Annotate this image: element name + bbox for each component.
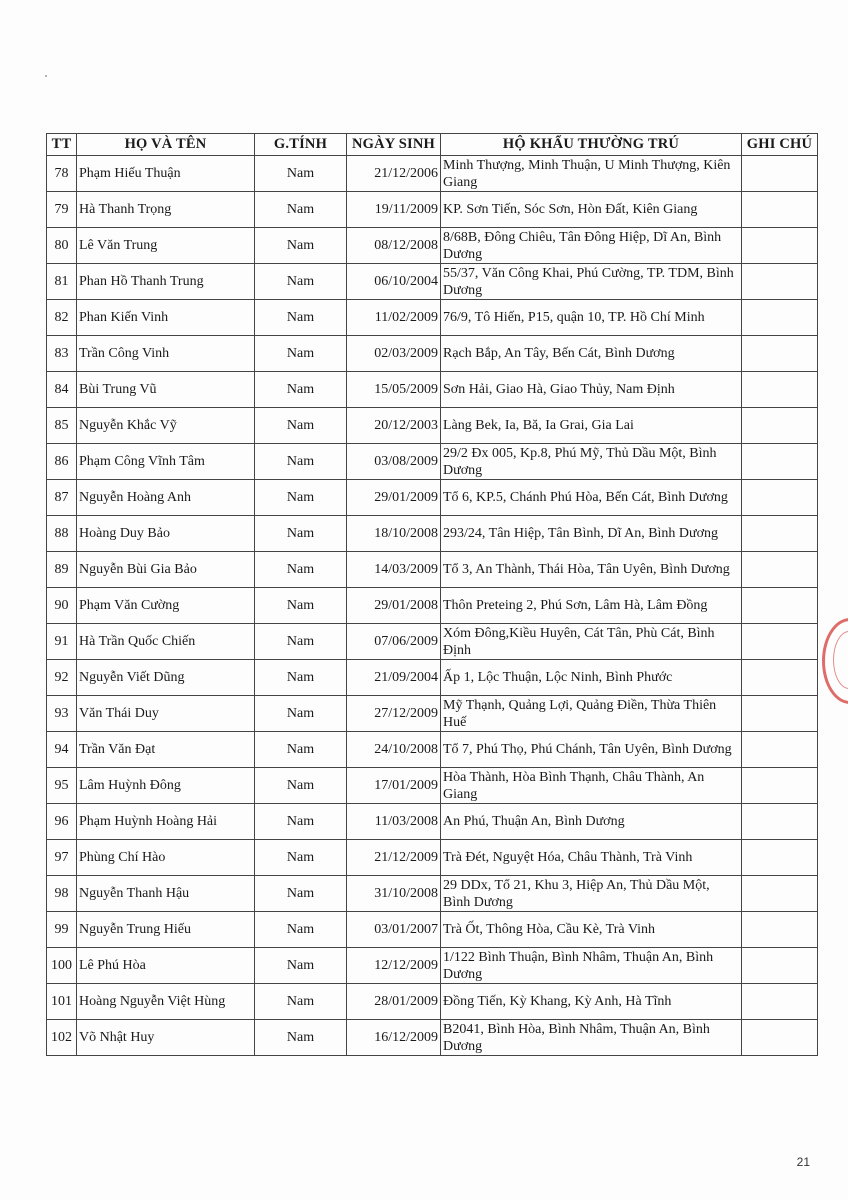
table-body xyxy=(47,156,818,1056)
table-row xyxy=(47,768,818,804)
cell-note xyxy=(742,660,818,696)
cell-note xyxy=(742,156,818,192)
cell-address: KP. Sơn Tiến, Sóc Sơn, Hòn Đất, Kiên Giang xyxy=(441,192,742,228)
cell-tt: 84 xyxy=(47,372,77,408)
cell-dob: 21/12/2006 xyxy=(347,156,441,192)
cell-address: Trà Ốt, Thông Hòa, Cầu Kè, Trà Vinh xyxy=(441,912,742,948)
cell-tt: 89 xyxy=(47,552,77,588)
cell-tt: 101 xyxy=(47,984,77,1020)
cell-note xyxy=(742,444,818,480)
cell-name: Hoàng Nguyễn Việt Hùng xyxy=(77,984,255,1020)
cell-note xyxy=(742,912,818,948)
cell-note xyxy=(742,588,818,624)
header-address: HỘ KHẨU THƯỜNG TRÚ xyxy=(441,134,742,156)
cell-address: 76/9, Tô Hiến, P15, quận 10, TP. Hồ Chí Minh xyxy=(441,300,742,336)
cell-note xyxy=(742,768,818,804)
red-seal-stamp xyxy=(822,618,848,704)
table-row xyxy=(47,588,818,624)
cell-tt: 92 xyxy=(47,660,77,696)
cell-note xyxy=(742,552,818,588)
cell-tt: 82 xyxy=(47,300,77,336)
cell-dob: 08/12/2008 xyxy=(347,228,441,264)
cell-note xyxy=(742,876,818,912)
cell-dob: 21/09/2004 xyxy=(347,660,441,696)
cell-address: Hòa Thành, Hòa Bình Thạnh, Châu Thành, An Giang xyxy=(441,768,742,804)
cell-sex: Nam xyxy=(255,912,347,948)
cell-sex: Nam xyxy=(255,768,347,804)
cell-sex: Nam xyxy=(255,732,347,768)
cell-note xyxy=(742,408,818,444)
table-row xyxy=(47,552,818,588)
cell-dob: 03/08/2009 xyxy=(347,444,441,480)
cell-tt: 78 xyxy=(47,156,77,192)
cell-note xyxy=(742,228,818,264)
cell-dob: 21/12/2009 xyxy=(347,840,441,876)
header-note: GHI CHÚ xyxy=(742,134,818,156)
cell-tt: 81 xyxy=(47,264,77,300)
cell-dob: 12/12/2009 xyxy=(347,948,441,984)
cell-dob: 24/10/2008 xyxy=(347,732,441,768)
header-sex: G.TÍNH xyxy=(255,134,347,156)
cell-sex: Nam xyxy=(255,372,347,408)
cell-address: Thôn Preteing 2, Phú Sơn, Lâm Hà, Lâm Đồng xyxy=(441,588,742,624)
cell-address: 293/24, Tân Hiệp, Tân Bình, Dĩ An, Bình Dương xyxy=(441,516,742,552)
cell-dob: 16/12/2009 xyxy=(347,1020,441,1056)
student-roster-table xyxy=(46,133,818,1056)
cell-note xyxy=(742,300,818,336)
page-number: 21 xyxy=(796,1155,810,1169)
cell-name: Trần Công Vinh xyxy=(77,336,255,372)
cell-dob: 27/12/2009 xyxy=(347,696,441,732)
cell-tt: 90 xyxy=(47,588,77,624)
cell-note xyxy=(742,336,818,372)
cell-sex: Nam xyxy=(255,840,347,876)
cell-address: 8/68B, Đông Chiêu, Tân Đông Hiệp, Dĩ An, Bình Dương xyxy=(441,228,742,264)
cell-name: Hoàng Duy Bảo xyxy=(77,516,255,552)
cell-tt: 97 xyxy=(47,840,77,876)
cell-tt: 93 xyxy=(47,696,77,732)
header-row xyxy=(47,134,818,156)
table-row xyxy=(47,156,818,192)
table-row xyxy=(47,336,818,372)
table-row xyxy=(47,840,818,876)
cell-tt: 87 xyxy=(47,480,77,516)
cell-address: 29 DDx, Tổ 21, Khu 3, Hiệp An, Thủ Dầu Một, Bình Dương xyxy=(441,876,742,912)
cell-name: Nguyễn Hoàng Anh xyxy=(77,480,255,516)
cell-name: Nguyễn Khắc Vỹ xyxy=(77,408,255,444)
cell-address: Làng Bek, Ia, Bă, Ia Grai, Gia Lai xyxy=(441,408,742,444)
cell-sex: Nam xyxy=(255,336,347,372)
cell-dob: 14/03/2009 xyxy=(347,552,441,588)
table-row xyxy=(47,516,818,552)
table-row xyxy=(47,624,818,660)
cell-address: 29/2 Đx 005, Kp.8, Phú Mỹ, Thủ Dầu Một, Bình Dương xyxy=(441,444,742,480)
table-row xyxy=(47,264,818,300)
cell-name: Nguyễn Trung Hiếu xyxy=(77,912,255,948)
cell-sex: Nam xyxy=(255,804,347,840)
cell-address: Đồng Tiến, Kỳ Khang, Kỳ Anh, Hà Tĩnh xyxy=(441,984,742,1020)
table-row xyxy=(47,408,818,444)
table-row xyxy=(47,876,818,912)
cell-address: B2041, Bình Hòa, Bình Nhâm, Thuận An, Bình Dương xyxy=(441,1020,742,1056)
table-row xyxy=(47,948,818,984)
cell-tt: 102 xyxy=(47,1020,77,1056)
cell-name: Hà Trần Quốc Chiến xyxy=(77,624,255,660)
cell-tt: 83 xyxy=(47,336,77,372)
header-tt: TT xyxy=(47,134,77,156)
cell-address: Sơn Hải, Giao Hà, Giao Thủy, Nam Định xyxy=(441,372,742,408)
table-row xyxy=(47,984,818,1020)
table-row xyxy=(47,912,818,948)
cell-address: Trà Đét, Nguyệt Hóa, Châu Thành, Trà Vinh xyxy=(441,840,742,876)
cell-tt: 91 xyxy=(47,624,77,660)
cell-tt: 94 xyxy=(47,732,77,768)
cell-sex: Nam xyxy=(255,696,347,732)
cell-sex: Nam xyxy=(255,480,347,516)
cell-dob: 07/06/2009 xyxy=(347,624,441,660)
cell-name: Nguyễn Thanh Hậu xyxy=(77,876,255,912)
cell-note xyxy=(742,192,818,228)
cell-sex: Nam xyxy=(255,408,347,444)
cell-name: Văn Thái Duy xyxy=(77,696,255,732)
cell-address: An Phú, Thuận An, Bình Dương xyxy=(441,804,742,840)
cell-name: Nguyễn Viết Dũng xyxy=(77,660,255,696)
table-row xyxy=(47,480,818,516)
cell-name: Phan Kiến Vinh xyxy=(77,300,255,336)
cell-name: Nguyễn Bùi Gia Bảo xyxy=(77,552,255,588)
table-row xyxy=(47,660,818,696)
cell-tt: 79 xyxy=(47,192,77,228)
cell-note xyxy=(742,840,818,876)
cell-tt: 88 xyxy=(47,516,77,552)
cell-dob: 11/02/2009 xyxy=(347,300,441,336)
cell-dob: 31/10/2008 xyxy=(347,876,441,912)
cell-note xyxy=(742,696,818,732)
cell-sex: Nam xyxy=(255,984,347,1020)
cell-note xyxy=(742,1020,818,1056)
cell-name: Trần Văn Đạt xyxy=(77,732,255,768)
cell-sex: Nam xyxy=(255,516,347,552)
cell-tt: 99 xyxy=(47,912,77,948)
cell-name: Phùng Chí Hào xyxy=(77,840,255,876)
table-row xyxy=(47,192,818,228)
table-header xyxy=(47,134,818,156)
cell-note xyxy=(742,984,818,1020)
cell-dob: 29/01/2009 xyxy=(347,480,441,516)
cell-sex: Nam xyxy=(255,300,347,336)
cell-sex: Nam xyxy=(255,948,347,984)
table-row xyxy=(47,804,818,840)
cell-dob: 15/05/2009 xyxy=(347,372,441,408)
cell-address: Ấp 1, Lộc Thuận, Lộc Ninh, Bình Phước xyxy=(441,660,742,696)
cell-sex: Nam xyxy=(255,876,347,912)
cell-sex: Nam xyxy=(255,1020,347,1056)
cell-sex: Nam xyxy=(255,156,347,192)
cell-address: Xóm Đông,Kiều Huyên, Cát Tân, Phù Cát, Bình Định xyxy=(441,624,742,660)
cell-dob: 06/10/2004 xyxy=(347,264,441,300)
cell-note xyxy=(742,372,818,408)
cell-address: Tổ 6, KP.5, Chánh Phú Hòa, Bến Cát, Bình Dương xyxy=(441,480,742,516)
cell-address: Rạch Bắp, An Tây, Bến Cát, Bình Dương xyxy=(441,336,742,372)
cell-note xyxy=(742,264,818,300)
header-name: HỌ VÀ TÊN xyxy=(77,134,255,156)
cell-note xyxy=(742,804,818,840)
cell-dob: 11/03/2008 xyxy=(347,804,441,840)
cell-name: Bùi Trung Vũ xyxy=(77,372,255,408)
cell-name: Phạm Huỳnh Hoàng Hải xyxy=(77,804,255,840)
cell-name: Hà Thanh Trọng xyxy=(77,192,255,228)
cell-dob: 03/01/2007 xyxy=(347,912,441,948)
cell-tt: 96 xyxy=(47,804,77,840)
cell-tt: 80 xyxy=(47,228,77,264)
cell-sex: Nam xyxy=(255,660,347,696)
cell-tt: 100 xyxy=(47,948,77,984)
cell-note xyxy=(742,732,818,768)
table-row xyxy=(47,732,818,768)
cell-sex: Nam xyxy=(255,192,347,228)
cell-name: Phạm Hiếu Thuận xyxy=(77,156,255,192)
cell-name: Lâm Huỳnh Đông xyxy=(77,768,255,804)
cell-dob: 20/12/2003 xyxy=(347,408,441,444)
cell-dob: 28/01/2009 xyxy=(347,984,441,1020)
header-dob: NGÀY SINH xyxy=(347,134,441,156)
cell-name: Lê Phú Hòa xyxy=(77,948,255,984)
cell-dob: 19/11/2009 xyxy=(347,192,441,228)
cell-note xyxy=(742,480,818,516)
table-row xyxy=(47,444,818,480)
cell-note xyxy=(742,948,818,984)
cell-name: Phan Hồ Thanh Trung xyxy=(77,264,255,300)
cell-name: Lê Văn Trung xyxy=(77,228,255,264)
table-row xyxy=(47,1020,818,1056)
cell-dob: 29/01/2008 xyxy=(347,588,441,624)
cell-tt: 85 xyxy=(47,408,77,444)
scan-speck xyxy=(45,75,47,77)
cell-sex: Nam xyxy=(255,552,347,588)
cell-address: Tổ 7, Phú Thọ, Phú Chánh, Tân Uyên, Bình Dương xyxy=(441,732,742,768)
cell-sex: Nam xyxy=(255,228,347,264)
cell-dob: 02/03/2009 xyxy=(347,336,441,372)
cell-sex: Nam xyxy=(255,444,347,480)
cell-tt: 95 xyxy=(47,768,77,804)
cell-dob: 18/10/2008 xyxy=(347,516,441,552)
cell-name: Phạm Công Vĩnh Tâm xyxy=(77,444,255,480)
cell-address: Mỹ Thạnh, Quảng Lợi, Quảng Điền, Thừa Thiên Huế xyxy=(441,696,742,732)
table-row xyxy=(47,372,818,408)
cell-address: 1/122 Bình Thuận, Bình Nhâm, Thuận An, Bình Dương xyxy=(441,948,742,984)
cell-note xyxy=(742,516,818,552)
cell-name: Phạm Văn Cường xyxy=(77,588,255,624)
table-row xyxy=(47,696,818,732)
cell-address: Minh Thượng, Minh Thuận, U Minh Thượng, Kiên Giang xyxy=(441,156,742,192)
cell-name: Võ Nhật Huy xyxy=(77,1020,255,1056)
cell-sex: Nam xyxy=(255,264,347,300)
cell-sex: Nam xyxy=(255,588,347,624)
table-row xyxy=(47,228,818,264)
cell-note xyxy=(742,624,818,660)
cell-tt: 86 xyxy=(47,444,77,480)
cell-tt: 98 xyxy=(47,876,77,912)
table-row xyxy=(47,300,818,336)
cell-dob: 17/01/2009 xyxy=(347,768,441,804)
cell-sex: Nam xyxy=(255,624,347,660)
cell-address: Tổ 3, An Thành, Thái Hòa, Tân Uyên, Bình Dương xyxy=(441,552,742,588)
cell-address: 55/37, Văn Công Khai, Phú Cường, TP. TDM, Bình Dương xyxy=(441,264,742,300)
